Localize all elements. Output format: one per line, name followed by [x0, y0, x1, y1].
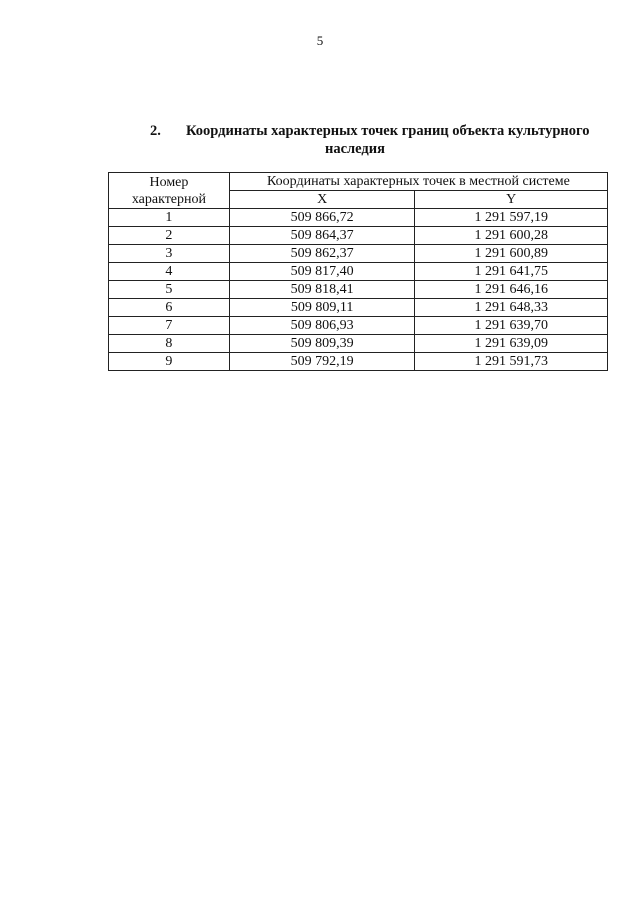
table-row	[109, 227, 608, 245]
x-coordinate-cell: 509 806,93	[229, 317, 415, 335]
x-coordinate-cell: 509 862,37	[229, 245, 415, 263]
table-row	[109, 245, 608, 263]
y-coordinate-cell: 1 291 646,16	[415, 281, 608, 299]
coordinates-table	[108, 172, 608, 371]
table-row	[109, 299, 608, 317]
y-coordinate-cell: 1 291 600,89	[415, 245, 608, 263]
y-coordinate-cell: 1 291 641,75	[415, 263, 608, 281]
table-header-row	[109, 173, 608, 191]
y-coordinate-cell: 1 291 648,33	[415, 299, 608, 317]
header-point-number-line1: Номер	[149, 174, 189, 190]
section-title-line2: наследия	[325, 141, 385, 157]
table-row	[109, 353, 608, 371]
point-number-cell: 8	[109, 335, 230, 353]
point-number-cell: 5	[109, 281, 230, 299]
section-number: 2.	[150, 123, 161, 139]
header-coordinates: Координаты характерных точек в местной системе	[229, 173, 607, 191]
table-row	[109, 209, 608, 227]
page-number: 5	[316, 33, 324, 48]
x-coordinate-cell: 509 817,40	[229, 263, 415, 281]
section-heading	[150, 122, 620, 158]
x-coordinate-cell: 509 792,19	[229, 353, 415, 371]
x-coordinate-cell: 509 866,72	[229, 209, 415, 227]
x-coordinate-cell: 509 864,37	[229, 227, 415, 245]
table-row	[109, 335, 608, 353]
y-coordinate-cell: 1 291 591,73	[415, 353, 608, 371]
header-x: X	[229, 191, 415, 209]
y-coordinate-cell: 1 291 600,28	[415, 227, 608, 245]
table-row	[109, 317, 608, 335]
x-coordinate-cell: 509 809,39	[229, 335, 415, 353]
header-point-number-line2: характерной	[131, 191, 207, 207]
y-coordinate-cell: 1 291 639,70	[415, 317, 608, 335]
point-number-cell: 7	[109, 317, 230, 335]
header-y: Y	[415, 191, 608, 209]
table-body	[109, 209, 608, 371]
point-number-cell: 1	[109, 209, 230, 227]
point-number-cell: 4	[109, 263, 230, 281]
point-number-cell: 9	[109, 353, 230, 371]
point-number-cell: 3	[109, 245, 230, 263]
table-row	[109, 281, 608, 299]
point-number-cell: 6	[109, 299, 230, 317]
x-coordinate-cell: 509 818,41	[229, 281, 415, 299]
x-coordinate-cell: 509 809,11	[229, 299, 415, 317]
table-row	[109, 263, 608, 281]
y-coordinate-cell: 1 291 639,09	[415, 335, 608, 353]
point-number-cell: 2	[109, 227, 230, 245]
y-coordinate-cell: 1 291 597,19	[415, 209, 608, 227]
section-title-line1: Координаты характерных точек границ объекта культурного	[186, 123, 590, 139]
header-point-number	[109, 173, 230, 209]
